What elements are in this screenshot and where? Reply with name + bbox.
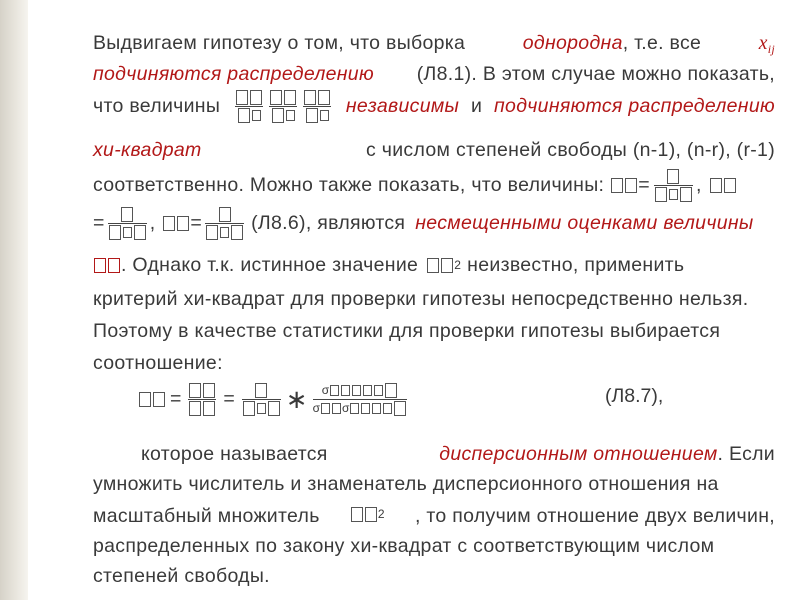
text-span: (Л8.1). В этом случае можно показать, <box>416 63 775 85</box>
highlight-unbiased-estimates: несмещенными оценками величины <box>415 212 754 234</box>
text-span: распределенных по закону хи-квадрат с соответствующим числом <box>93 535 715 557</box>
text-span: которое называется <box>141 443 328 465</box>
sigma-glyph <box>94 258 106 273</box>
text-span: соотношение: <box>93 352 223 374</box>
text-span: (Л8.6), являются <box>251 212 406 234</box>
text-line-13 <box>93 499 775 529</box>
text-line-4 <box>93 135 775 165</box>
text-span: Поэтому в качестве статистики для проверки гипотезы выбирается <box>93 320 721 342</box>
text-span: степеней свободы. <box>93 565 270 587</box>
variable-x-ij: $x_{ij}$ <box>758 33 775 56</box>
text-span: и <box>471 95 483 117</box>
quantities-formula <box>232 90 334 123</box>
text-span: с числом степеней свободы (n-1), (n-r), (r-1) <box>366 139 775 161</box>
text-span: масштабный множитель <box>93 504 320 527</box>
text-span: соответственно. Можно также показать, что величины: <box>93 174 605 196</box>
sigma-glyph <box>108 258 120 273</box>
estimate-formula-2: = , = <box>93 207 247 240</box>
highlight-independent: независимы <box>345 95 460 117</box>
text-line-6 <box>93 208 775 238</box>
highlight-homogeneous: однородна <box>522 32 623 54</box>
highlight-distribution: подчиняются распределению <box>93 63 374 85</box>
text-line-9 <box>93 316 775 346</box>
text-span: , то получим отношение двух величин, <box>414 504 775 527</box>
text-span: , т.е. все <box>622 32 702 54</box>
text-line-12 <box>93 469 775 499</box>
highlight-distribution-2: подчиняются распределению <box>494 95 775 117</box>
text-line-1 <box>93 28 775 58</box>
estimate-formula-1: = , <box>610 169 736 202</box>
text-line-15 <box>93 561 775 591</box>
equation-number: (Л8.7), <box>605 385 664 407</box>
text-span: неизвестно, применить <box>467 254 685 276</box>
highlight-chi-square: хи-квадрат <box>93 139 202 161</box>
text-line-8 <box>93 284 775 314</box>
scale-factor-glyph: 2 <box>350 499 385 529</box>
left-decorative-bar <box>0 0 28 600</box>
highlight-variance-ratio: дисперсионным отношением <box>439 443 718 465</box>
text-span: . Если <box>717 443 775 465</box>
text-line-2 <box>93 59 775 89</box>
formula-l8-7: = = ∗ σ σ σ <box>138 373 458 425</box>
slide-content <box>93 28 775 588</box>
text-line-7: . Однако т.к. истинное значение 2 неизвестно, применить <box>93 250 775 280</box>
text-line-3 <box>93 91 775 121</box>
text-span: Выдвигаем гипотезу о том, что выборка <box>93 32 466 54</box>
text-line-11 <box>93 439 775 469</box>
text-line-14 <box>93 531 775 561</box>
text-span: что величины <box>93 95 221 117</box>
text-line-5 <box>93 170 775 200</box>
text-span: умножить числитель и знаменатель дисперсионного отношения на <box>93 473 719 495</box>
text-span: критерий хи-квадрат для проверки гипотезы непосредственно нельзя. <box>93 288 749 310</box>
text-span: . Однако т.к. истинное значение <box>121 254 419 276</box>
